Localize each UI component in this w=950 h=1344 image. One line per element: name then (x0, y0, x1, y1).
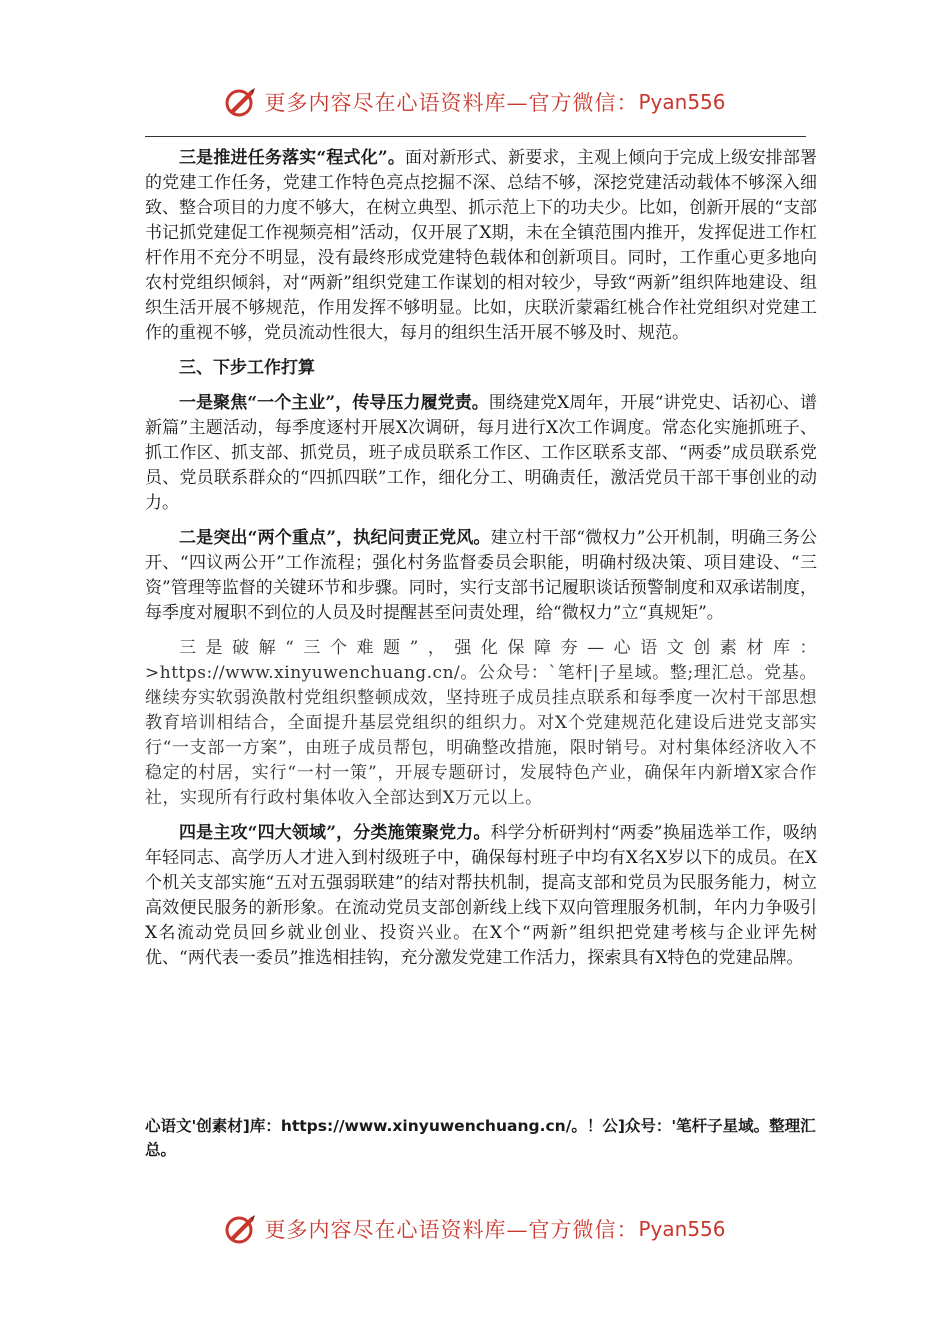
paragraph-lead: 四是主攻“四大领域”，分类施策聚党力。 (179, 823, 491, 843)
paragraph-text: 建立村干部“微权力”公开机制，明确三务公开、“四议两公开”工作流程；强化村务监督委员会职能，明确村级决策、项目建设、“三资”管理等监督的关键环节和步骤。同时，实行支部书记履职谈话预警制度和双承诺制度，每季度对履职不到位的人员及时提醒甚至问责处理，给“微权力”立“真规矩”。 (145, 528, 817, 623)
paragraph-two-priorities (145, 526, 817, 626)
header-banner-text: 更多内容尽在心语资料库—官方微信： (264, 91, 639, 115)
pen-swirl-logo-icon (224, 1212, 258, 1246)
pen-swirl-logo-icon (224, 85, 258, 119)
paragraph-lead: 一是聚焦“一个主业”，传导压力履党责。 (179, 393, 489, 413)
document-body (145, 146, 817, 971)
footer-banner-text: 更多内容尽在心语资料库—官方微信： (264, 1218, 639, 1242)
paragraph-main-task (145, 391, 817, 516)
paragraph-lead: 三是推进任务落实“程式化”。 (179, 148, 405, 168)
paragraph-lead: 二是突出“两个重点”，执纪问责正党风。 (179, 528, 491, 548)
paragraph-four-fields (145, 821, 817, 971)
source-footnote: 心语文'创素材]库：https://www.xinyuwenchuang.cn/。！公]众号：'笔杆子星域。整理汇总。 (145, 1117, 816, 1159)
paragraph-text: 围绕建党X周年，开展“讲党史、话初心、谱新篇”主题活动，每季度逐村开展X次调研，每月进行X次工作调度。常态化实施抓班子、抓工作区、抓支部、抓党员，班子成员联系工作区、工作区联系支部、“两委”成员联系党员、党员联系群众的“四抓四联”工作，细化分工、明确责任，激活党员干部干事创业的动力。 (145, 393, 818, 513)
header-wechat-id: Pyan556 (638, 90, 726, 114)
header-divider (145, 136, 806, 137)
paragraph-three-problems: 三是破解“三个难题”，强化保障夯—心语文创素材库：>https://www.xinyuwenchuang.cn/。公众号：`笔杆|子星域。整;理汇总。党基。继续夯实软弱涣散村党组织整顿成效，坚持班子成员挂点联系和每季度一次村干部思想教育培训相结合，全面提升基层党组织的组织力。对X个党建规范化建设后进党支部实行“一支部一方案”，由班子成员帮包，明确整改措施，限时销号。对村集体经济收入不稳定的村居，实行“一村一策”，开展专题研讨，发展特色产业，确保年内新增X家合作社，实现所有行政村集体收入全部达到X万元以上。 (145, 638, 817, 808)
footer-wechat-id: Pyan556 (638, 1217, 726, 1241)
paragraph-text: 面对新形式、新要求，主观上倾向于完成上级安排部署的党建工作任务，党建工作特色亮点挖掘不深、总结不够，深挖党建活动载体不够深入细致、整合项目的力度不够大，在树立典型、抓示范上下的功夫少。比如，创新开展的“支部书记抓党建促工作视频亮相”活动，仅开展了X期，未在全镇范围内推开，发挥促进工作杠杆作用不充分不明显，没有最终形成党建特色载体和创新项目。同时，工作重心更多地向农村党组织倾斜，对“两新”组织党建工作谋划的相对较少，导致“两新”组织阵地建设、组织生活开展不够规范，作用发挥不够明显。比如，庆联沂蒙霜红桃合作社党组织对党建工作的重视不够，党员流动性很大，每月的组织生活开展不够及时、规范。 (145, 148, 818, 343)
footer-banner (0, 1209, 950, 1249)
header-banner (0, 82, 950, 122)
section-heading: 三、下步工作打算 (179, 358, 315, 378)
paragraph-text: 科学分析研判村“两委”换届选举工作，吸纳年轻同志、高学历人才进入到村级班子中，确保每村班子中均有X名X岁以下的成员。在X个机关支部实施“五对五强弱联建”的结对帮扶机制，提高支部和党员为民服务能力，树立高效便民服务的新形象。在流动党员支部创新线上线下双向管理服务机制，年内力争吸引X名流动党员回乡就业创业、投资兴业。在X个“两新”组织把党建考核与企业评先树优、“两代表一委员”推选相挂钩，充分激发党建工作活力，探索具有X特色的党建品牌。 (145, 823, 817, 968)
paragraph-task-implementation (145, 146, 817, 346)
